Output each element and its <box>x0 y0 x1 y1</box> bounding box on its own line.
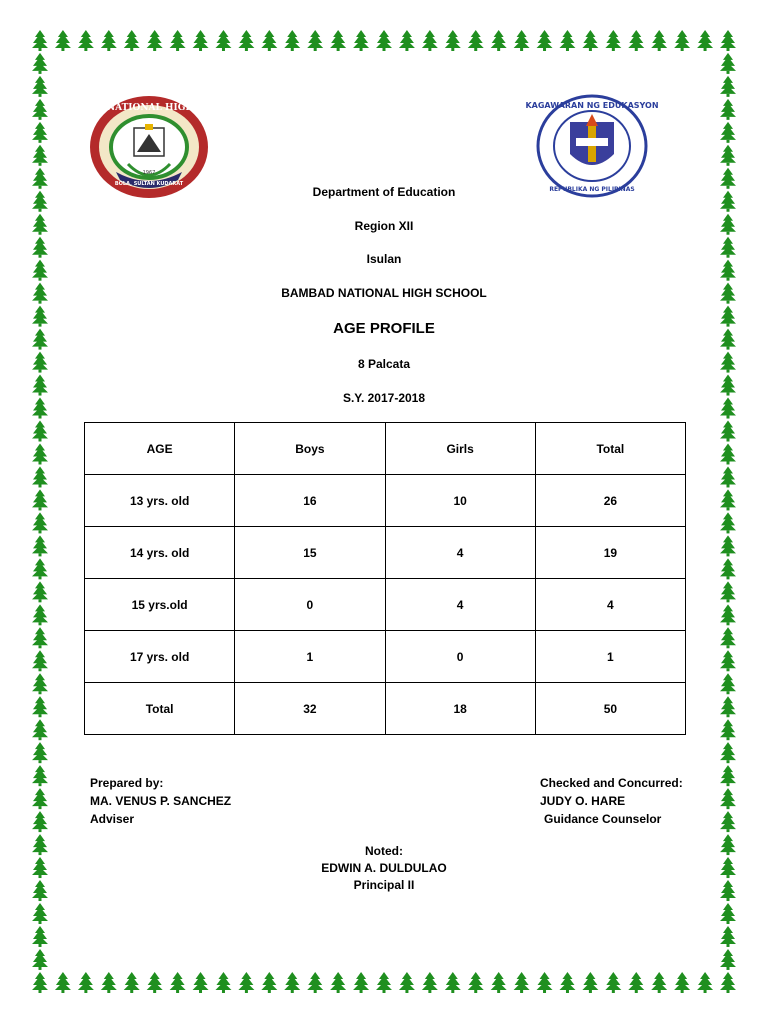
tree-icon <box>78 30 94 51</box>
tree-icon <box>559 30 575 51</box>
tree-icon <box>32 903 48 924</box>
tree-icon <box>32 696 48 717</box>
girls-cell: 4 <box>385 527 535 579</box>
tree-icon <box>32 122 48 143</box>
tree-icon <box>32 76 48 97</box>
tree-icon <box>514 30 530 51</box>
total-cell: 1 <box>535 631 685 683</box>
section-name: 8 Palcata <box>357 357 411 371</box>
tree-icon <box>720 949 736 970</box>
tree-icon <box>193 30 209 51</box>
tree-icon <box>559 972 575 993</box>
deped-seal-bottom-text: REPUBLIKA NG PILIPINAS <box>549 186 635 193</box>
tree-icon <box>720 742 736 763</box>
tree-icon <box>32 443 48 464</box>
prepared-by-label: Prepared by: <box>90 776 164 790</box>
tree-icon <box>32 811 48 832</box>
tree-icon <box>445 972 461 993</box>
tree-icon <box>32 421 48 442</box>
school-seal-year: 1967 <box>142 170 156 176</box>
tree-icon <box>674 972 690 993</box>
tree-icon <box>261 972 277 993</box>
tree-icon <box>720 145 736 166</box>
tree-icon <box>147 30 163 51</box>
tree-icon <box>32 972 48 993</box>
tree-icon <box>32 650 48 671</box>
checked-by-position: Guidance Counselor <box>544 812 662 826</box>
tree-icon <box>101 30 117 51</box>
boys-cell: 16 <box>235 475 385 527</box>
total-cell: 4 <box>535 579 685 631</box>
prepared-by-block <box>90 774 231 828</box>
tree-icon <box>101 972 117 993</box>
tree-icon <box>720 650 736 671</box>
tree-icon <box>32 53 48 74</box>
checked-by-label: Checked and Concurred: <box>540 776 683 790</box>
tree-icon <box>376 972 392 993</box>
boys-cell: 1 <box>235 631 385 683</box>
tree-icon <box>32 489 48 510</box>
tree-icon <box>445 30 461 51</box>
tree-icon <box>307 972 323 993</box>
tree-icon <box>720 811 736 832</box>
table-row <box>85 631 686 683</box>
school-name: BAMBAD NATIONAL HIGH SCHOOL <box>281 286 487 300</box>
tree-icon <box>720 76 736 97</box>
tree-icon <box>628 30 644 51</box>
tree-icon <box>605 30 621 51</box>
table-row <box>85 579 686 631</box>
tree-icon <box>55 972 71 993</box>
tree-icon <box>605 972 621 993</box>
age-cell: 14 yrs. old <box>85 527 235 579</box>
noted-by-name: EDWIN A. DULDULAO <box>321 861 447 875</box>
tree-icon <box>284 30 300 51</box>
tree-icon <box>720 535 736 556</box>
school-seal-banner-text: BOLA, SULTAN KUDARAT <box>114 181 184 187</box>
tree-icon <box>720 122 736 143</box>
tree-icon <box>720 788 736 809</box>
division-name: Isulan <box>366 252 402 266</box>
tree-icon <box>468 30 484 51</box>
school-seal-ring-text: BAMBAD NATIONAL HIGH SCHOOL <box>56 103 242 113</box>
tree-icon <box>32 604 48 625</box>
tree-icon <box>32 627 48 648</box>
tree-icon <box>330 972 346 993</box>
tree-icon <box>720 558 736 579</box>
noted-by-block <box>0 843 768 894</box>
tree-icon <box>720 512 736 533</box>
checked-by-block <box>540 774 683 828</box>
total-cell: 19 <box>535 527 685 579</box>
girls-cell: 0 <box>385 631 535 683</box>
tree-icon <box>215 30 231 51</box>
column-header: Total <box>535 423 685 475</box>
tree-icon <box>32 788 48 809</box>
boys-total-cell: 32 <box>235 683 385 735</box>
tree-icon <box>491 30 507 51</box>
tree-icon <box>720 696 736 717</box>
tree-icon <box>720 53 736 74</box>
tree-icon <box>422 972 438 993</box>
total-label-cell: Total <box>85 683 235 735</box>
boys-cell: 0 <box>235 579 385 631</box>
tree-icon <box>720 604 736 625</box>
tree-icon <box>720 926 736 947</box>
column-header: Boys <box>235 423 385 475</box>
tree-icon <box>32 145 48 166</box>
tree-icon <box>32 466 48 487</box>
tree-icon <box>651 30 667 51</box>
tree-icon <box>32 742 48 763</box>
total-cell: 26 <box>535 475 685 527</box>
tree-icon <box>170 972 186 993</box>
girls-total-cell: 18 <box>385 683 535 735</box>
tree-icon <box>32 30 48 51</box>
tree-icon <box>238 972 254 993</box>
tree-icon <box>32 558 48 579</box>
table-row <box>85 475 686 527</box>
tree-icon <box>32 581 48 602</box>
tree-icon <box>720 581 736 602</box>
tree-icon <box>32 535 48 556</box>
tree-icon <box>55 30 71 51</box>
tree-icon <box>193 972 209 993</box>
tree-icon <box>697 30 713 51</box>
tree-icon <box>514 972 530 993</box>
column-header: Girls <box>385 423 535 475</box>
tree-icon <box>468 972 484 993</box>
tree-icon <box>720 421 736 442</box>
noted-by-label: Noted: <box>365 844 403 858</box>
tree-icon <box>720 972 736 993</box>
table-total-row <box>85 683 686 735</box>
tree-icon <box>537 30 553 51</box>
tree-icon <box>720 627 736 648</box>
tree-icon <box>720 489 736 510</box>
tree-icon <box>628 972 644 993</box>
tree-icon <box>32 949 48 970</box>
age-cell: 17 yrs. old <box>85 631 235 683</box>
deped-seal-top-text: KAGAWARAN NG EDUKASYON <box>525 101 659 110</box>
tree-icon <box>720 673 736 694</box>
tree-icon <box>32 926 48 947</box>
table-row <box>85 527 686 579</box>
tree-icon <box>674 30 690 51</box>
tree-icon <box>491 972 507 993</box>
column-header: AGE <box>85 423 235 475</box>
tree-icon <box>376 30 392 51</box>
tree-icon <box>353 972 369 993</box>
checked-by-name: JUDY O. HARE <box>540 794 626 808</box>
tree-icon <box>582 972 598 993</box>
tree-icon <box>78 972 94 993</box>
tree-icon <box>32 512 48 533</box>
grand-total-cell: 50 <box>535 683 685 735</box>
region-name: Region XII <box>354 219 414 233</box>
tree-icon <box>399 972 415 993</box>
tree-icon <box>32 765 48 786</box>
boys-cell: 15 <box>235 527 385 579</box>
tree-icon <box>720 765 736 786</box>
age-cell: 13 yrs. old <box>85 475 235 527</box>
tree-icon <box>330 30 346 51</box>
tree-icon <box>170 30 186 51</box>
tree-icon <box>124 30 140 51</box>
tree-icon <box>353 30 369 51</box>
tree-icon <box>720 99 736 120</box>
girls-cell: 10 <box>385 475 535 527</box>
deped-seal-logo <box>525 94 659 198</box>
tree-icon <box>32 673 48 694</box>
tree-icon <box>422 30 438 51</box>
department-name: Department of Education <box>312 185 456 199</box>
tree-icon <box>720 443 736 464</box>
tree-icon <box>720 903 736 924</box>
tree-icon <box>582 30 598 51</box>
tree-icon <box>399 30 415 51</box>
prepared-by-name: MA. VENUS P. SANCHEZ <box>90 794 232 808</box>
tree-icon <box>238 30 254 51</box>
girls-cell: 4 <box>385 579 535 631</box>
tree-icon <box>720 466 736 487</box>
tree-icon <box>32 719 48 740</box>
tree-icon <box>720 30 736 51</box>
school-year: S.Y. 2017-2018 <box>342 391 426 405</box>
tree-icon <box>697 972 713 993</box>
tree-icon <box>32 99 48 120</box>
tree-icon <box>720 719 736 740</box>
age-profile-table <box>84 422 686 735</box>
noted-by-position: Principal II <box>353 878 415 892</box>
document-title: AGE PROFILE <box>333 320 435 337</box>
age-cell: 15 yrs.old <box>85 579 235 631</box>
prepared-by-position: Adviser <box>90 812 135 826</box>
tree-icon <box>284 972 300 993</box>
tree-icon <box>215 972 231 993</box>
tree-icon <box>147 972 163 993</box>
tree-icon <box>261 30 277 51</box>
tree-icon <box>651 972 667 993</box>
tree-icon <box>307 30 323 51</box>
tree-icon <box>124 972 140 993</box>
table-header-row <box>85 423 686 475</box>
tree-icon <box>537 972 553 993</box>
